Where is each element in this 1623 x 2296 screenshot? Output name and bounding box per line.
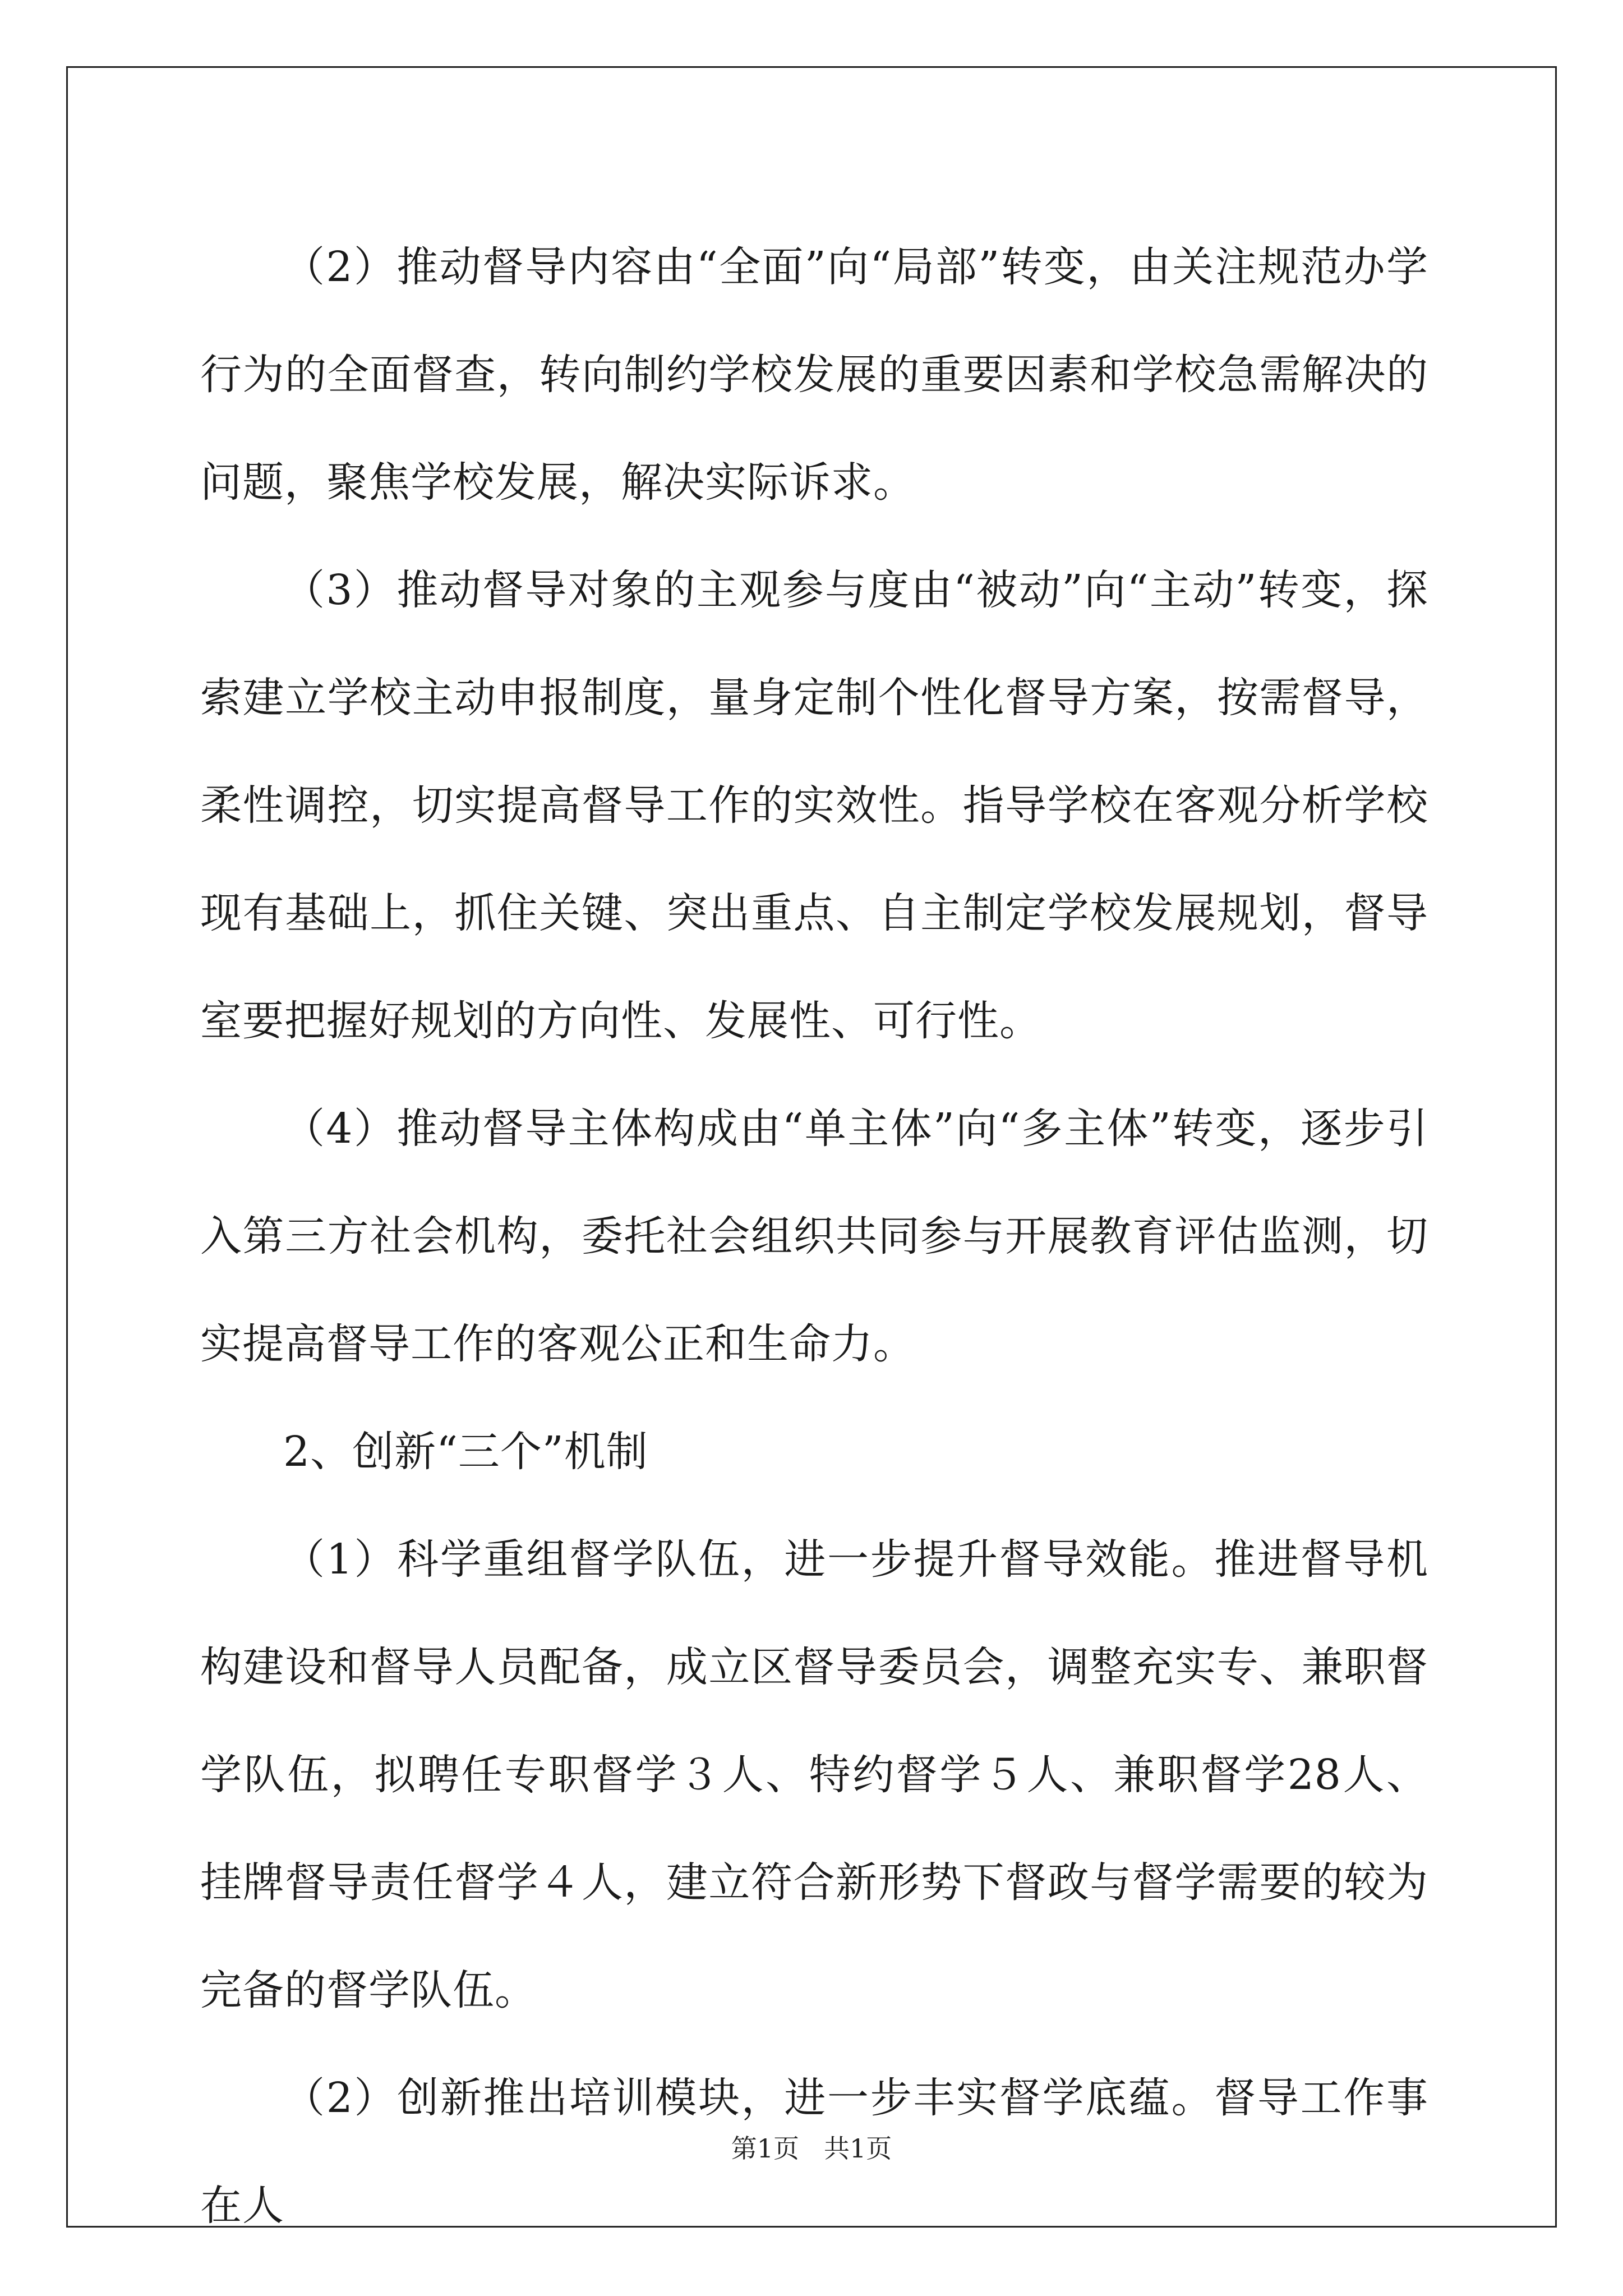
paragraph-supervision-subjects: （4）推动督导主体构成由“单主体”向“多主体”转变，逐步引入第三方社会机构，委托社会组织共同参与开展教育评估监测，切实提高督导工作的客观公正和生命力。	[200, 1105, 1428, 1368]
section-heading-mechanisms: 2、创新“三个”机制	[283, 1428, 648, 1476]
paragraph-team-reorganization: （1）科学重组督学队伍，进一步提升督导效能。推进督导机构建设和督导人员配备，成立区督导委员会，调整充实专、兼职督学队伍，拟聘任专职督学３人、特约督学５人、兼职督学28人、挂牌督导责任督学４人，建立符合新形势下督政与督学需要的较为完备的督学队伍。	[200, 1535, 1428, 2014]
paragraph-supervision-participation: （3）推动督导对象的主观参与度由“被动”向“主动”转变，探索建立学校主动申报制度，量身定制个性化督导方案，按需督导，柔性调控，切实提高督导工作的实效性。指导学校在客观分析学校现有基础上，抓住关键、突出重点、自主制定学校发展规划，督导室要把握好规划的方向性、发展性、可行性。	[200, 566, 1428, 1045]
paragraph-supervision-content: （2）推动督导内容由“全面”向“局部”转变，由关注规范办学行为的全面督查，转向制约学校发展的重要因素和学校急需解决的问题，聚焦学校发展，解决实际诉求。	[200, 243, 1428, 507]
document-body	[200, 213, 1428, 2260]
page-total: 共1页	[824, 2133, 892, 2164]
page-footer	[0, 2132, 1623, 2165]
page-number: 第1页	[731, 2133, 799, 2164]
paragraph-training-modules: （2）创新推出培训模块，进一步丰实督学底蕴。督导工作事在人	[200, 2074, 1428, 2230]
